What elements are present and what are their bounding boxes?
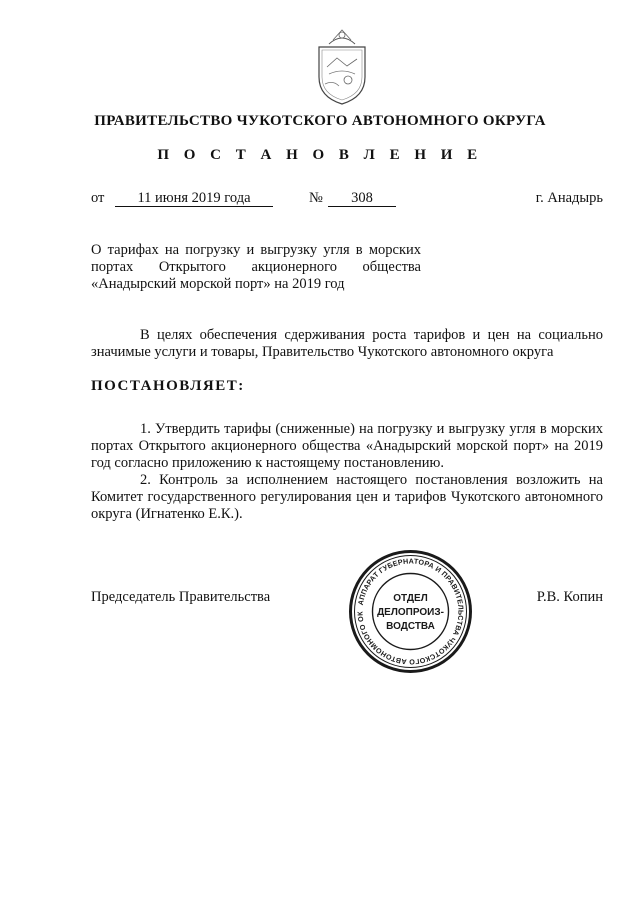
- date-prefix: от: [91, 190, 105, 206]
- stamp-ring-text: АППАРАТ ГУБЕРНАТОРА И ПРАВИТЕЛЬСТВА ЧУКОТСКОГО АВТОНОМНОГО ОК: [355, 556, 466, 667]
- document-date: 11 июня 2019 года: [115, 190, 273, 207]
- coat-of-arms-emblem: [307, 22, 377, 107]
- subject-line: «Анадырский морской порт» на 2019 год: [91, 276, 345, 292]
- chukotka-coat-of-arms-icon: [307, 22, 377, 107]
- document-number: 308: [328, 190, 396, 207]
- subject-line: портах Открытого акционерного общества: [91, 259, 421, 275]
- number-prefix: №: [309, 190, 323, 206]
- document-subject: [91, 242, 421, 293]
- office-stamp: [348, 549, 473, 674]
- signatory-position: Председатель Правительства: [91, 589, 271, 605]
- document-type: П О С Т А Н О В Л Е Н И Е: [157, 147, 483, 163]
- resolves-heading: ПОСТАНОВЛЯЕТ:: [91, 378, 245, 394]
- stamp-center-line-1: ОТДЕЛ: [393, 593, 428, 604]
- government-title: ПРАВИТЕЛЬСТВО ЧУКОТСКОГО АВТОНОМНОГО ОКРУГА: [94, 113, 546, 129]
- stamp-center-line-3: ВОДСТВА: [386, 621, 435, 632]
- round-stamp-icon: [348, 549, 473, 674]
- preamble-paragraph: В целях обеспечения сдерживания роста тарифов и цен на социально значимые услуги и товары, Правительство Чукотского автономного округа: [91, 327, 603, 360]
- signatory-name: Р.В. Копин: [536, 589, 603, 605]
- document-city: г. Анадырь: [535, 190, 603, 206]
- stamp-center-line-2: ДЕЛОПРОИЗ-: [377, 607, 444, 618]
- resolution-item-2: 2. Контроль за исполнением настоящего постановления возложить на Комитет государственного регулирования цен и тарифов Чукотского автономного округа (Игнатенко Е.К.).: [91, 472, 603, 522]
- subject-line: О тарифах на погрузку и выгрузку угля в морских: [91, 242, 421, 258]
- resolution-item-1: 1. Утвердить тарифы (сниженные) на погрузку и выгрузку угля в морских портах Открытого акционерного общества «Анадырский морской порт» на 2019 год согласно приложению к настоящему постановлению.: [91, 421, 603, 471]
